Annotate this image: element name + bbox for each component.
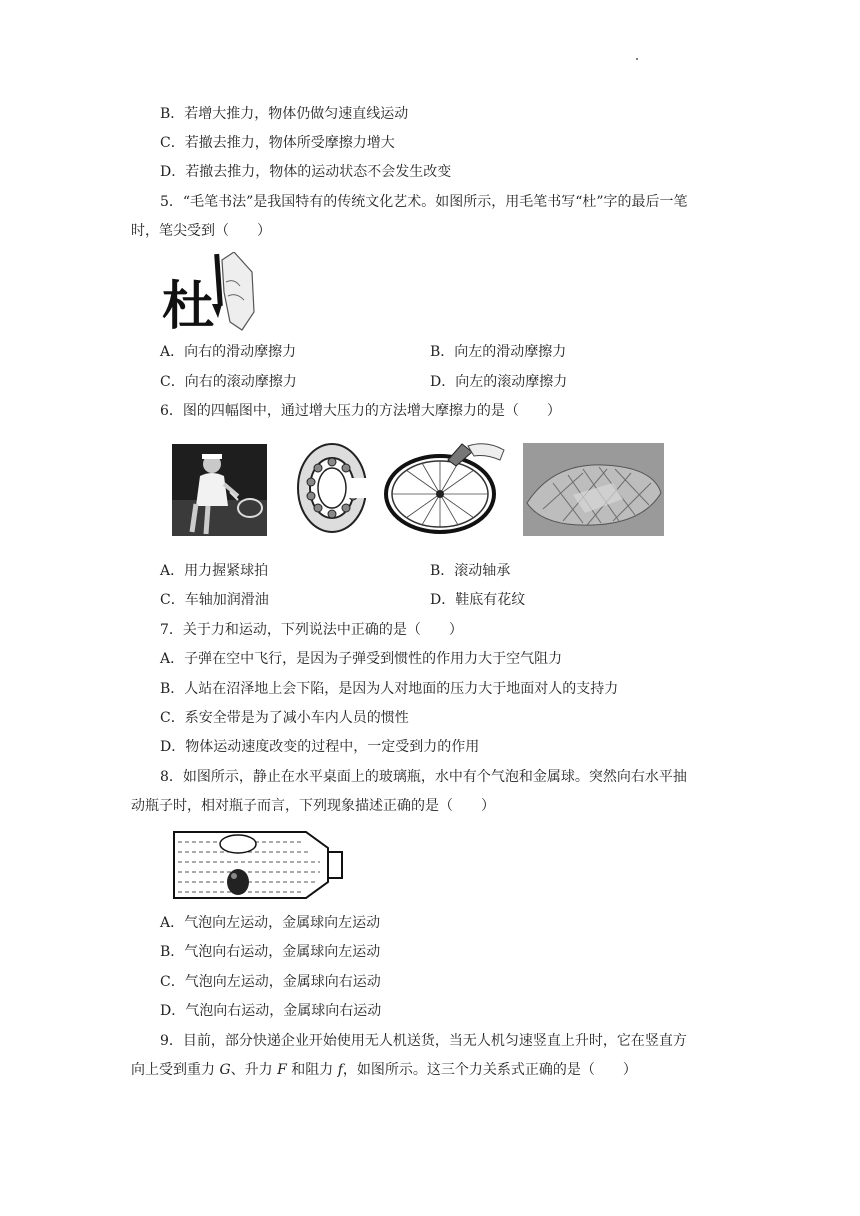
q9-text-d: ，如图所示。这三个力关系式正确的是（ ） — [342, 1062, 637, 1078]
var-f-upper: F — [277, 1062, 287, 1078]
q9-stem-line2 — [131, 1060, 637, 1080]
q6-option-d: D．鞋底有花纹 — [430, 592, 526, 608]
q5-figure-calligraphy — [160, 252, 255, 332]
q5-stem-line1: 5．“毛笔书法”是我国特有的传统文化艺术。如图所示，用毛笔书写“杜”字的最后一笔 — [160, 194, 688, 210]
q9-text-a: 向上受到重力 — [131, 1062, 220, 1078]
option-d-prev: D．若撤去推力，物体的运动状态不会发生改变 — [160, 164, 452, 180]
q7-option-a: A．子弹在空中飞行，是因为子弹受到惯性的作用力大于空气阻力 — [160, 651, 563, 667]
q5-option-b: B．向左的滑动摩擦力 — [430, 344, 567, 360]
q9-stem-line1: 9．目前，部分快递企业开始使用无人机送货，当无人机匀速竖直上升时，它在竖直方 — [160, 1033, 687, 1049]
q7-option-b: B．人站在沼泽地上会下陷，是因为人对地面的压力大于地面对人的支持力 — [160, 681, 619, 697]
q5-option-d: D．向左的滚动摩擦力 — [430, 374, 568, 390]
q6-figure-shoe-sole — [523, 443, 664, 536]
q8-option-b: B．气泡向右运动，金属球向左运动 — [160, 944, 381, 960]
q7-option-d: D．物体运动速度改变的过程中，一定受到力的作用 — [160, 739, 480, 755]
q8-option-a: A．气泡向左运动，金属球向左运动 — [160, 915, 381, 931]
q5-option-c: C．向右的滚动摩擦力 — [160, 374, 297, 390]
var-g: G — [219, 1062, 231, 1078]
q9-text-b: 、升力 — [230, 1062, 278, 1078]
q6-figure-bearing — [290, 440, 370, 536]
q8-option-c: C．气泡向左运动，金属球向右运动 — [160, 974, 381, 990]
q6-figure-wheel-oil — [382, 440, 508, 536]
calligraphy-char: 杜 — [162, 276, 215, 332]
q5-stem-line2: 时，笔尖受到（ ） — [131, 223, 271, 239]
q6-option-b: B．滚动轴承 — [430, 563, 511, 579]
q6-option-c: C．车轴加润滑油 — [160, 592, 269, 608]
q6-stem: 6．图的四幅图中，通过增大压力的方法增大摩擦力的是（ ） — [160, 403, 561, 419]
q6-figure-tennis — [172, 444, 267, 536]
q8-figure-bottle — [170, 826, 346, 904]
option-c-prev: C．若撤去推力，物体所受摩擦力增大 — [160, 135, 395, 151]
q6-option-a: A．用力握紧球拍 — [160, 563, 269, 579]
var-f-lower: f — [337, 1062, 343, 1078]
q8-stem-line1: 8．如图所示，静止在水平桌面上的玻璃瓶，水中有个气泡和金属球。突然向右水平抽 — [160, 769, 687, 785]
q7-stem: 7．关于力和运动，下列说法中正确的是（ ） — [160, 622, 463, 638]
q8-stem-line2: 动瓶子时，相对瓶子而言，下列现象描述正确的是（ ） — [131, 798, 495, 814]
page-dot — [636, 58, 638, 60]
q5-option-a: A．向右的滑动摩擦力 — [160, 344, 297, 360]
q7-option-c: C．系安全带是为了减小车内人员的惯性 — [160, 710, 409, 726]
q8-option-d: D．气泡向右运动，金属球向右运动 — [160, 1003, 382, 1019]
option-b-prev: B．若增大推力，物体仍做匀速直线运动 — [160, 106, 409, 122]
q9-text-c: 和阻力 — [286, 1062, 338, 1078]
